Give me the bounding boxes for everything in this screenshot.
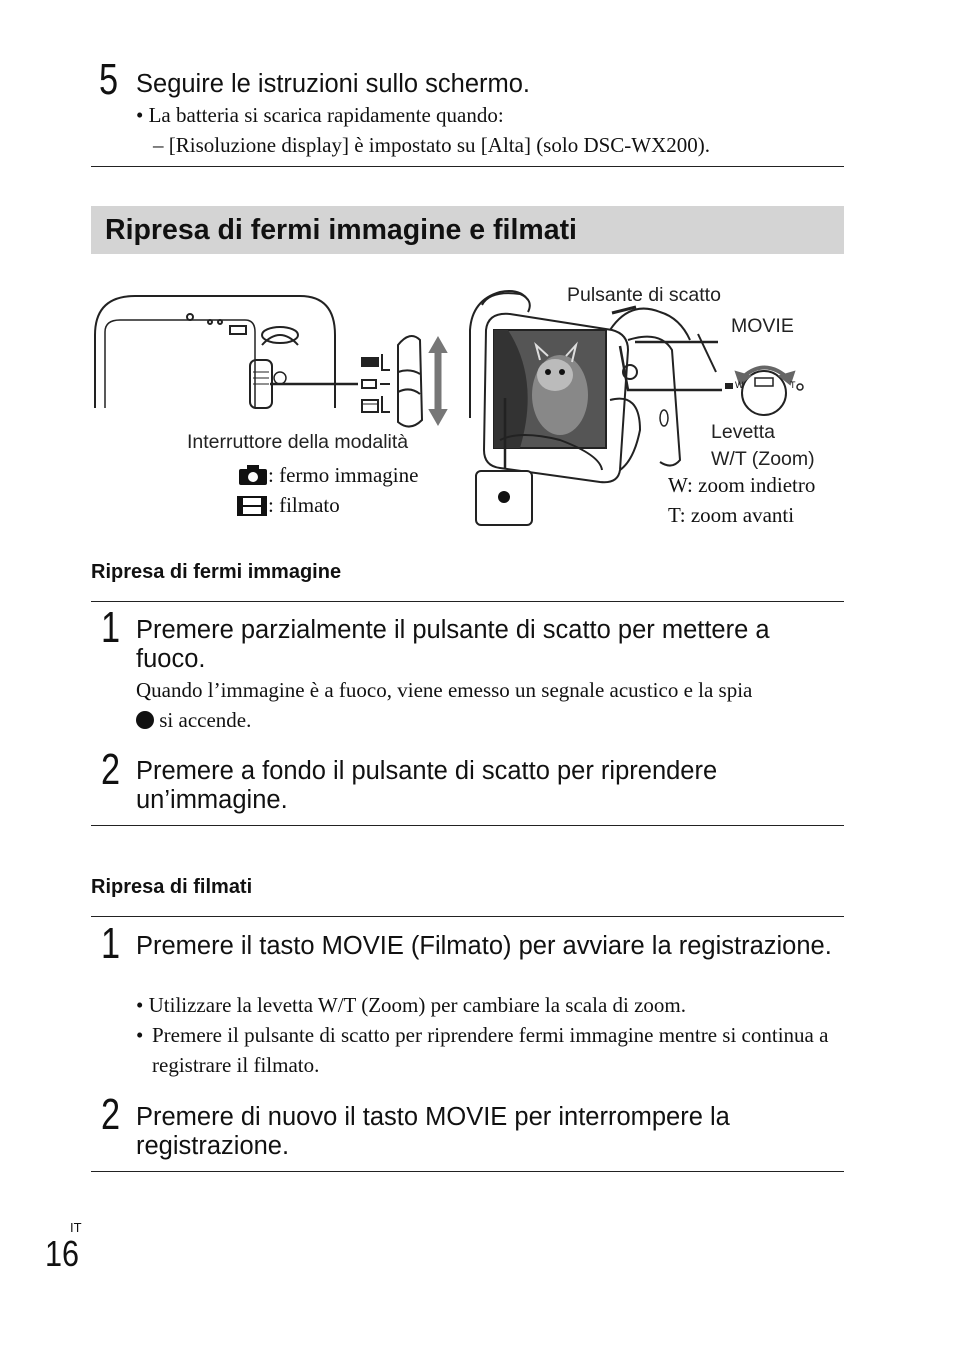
stills-step-1-number: 1 xyxy=(101,603,121,652)
step-5-number: 5 xyxy=(99,55,119,104)
divider xyxy=(91,916,844,917)
step-5-title: Seguire le istruzioni sullo schermo. xyxy=(136,70,531,98)
label-mode-switch: Interruttore della modalità xyxy=(187,431,409,453)
bullet-mark: • xyxy=(136,103,144,127)
section-title: Ripresa di fermi immagine e filmati xyxy=(105,214,577,246)
mode-switch-detail xyxy=(362,336,446,427)
movies-step-1-number: 1 xyxy=(101,919,121,968)
camera-left-illustration xyxy=(95,296,358,408)
movies-step-1-bullet-2 xyxy=(136,1020,836,1080)
language-code: IT xyxy=(70,1220,82,1235)
movies-step-2-number: 2 xyxy=(101,1090,121,1139)
bullet-text: Utilizzare la levetta W/T (Zoom) per cambiare la scala di zoom. xyxy=(148,993,687,1017)
label-zoom-out: W: zoom indietro xyxy=(668,473,816,497)
focus-indicator-icon xyxy=(136,711,154,729)
mode-movie-text: : filmato xyxy=(268,493,340,517)
page-number: 16 xyxy=(45,1233,80,1274)
camera-icon xyxy=(238,464,268,486)
film-icon xyxy=(236,495,268,517)
movies-heading: Ripresa di filmati xyxy=(91,876,253,898)
stills-step-2-number: 2 xyxy=(101,745,121,794)
label-lever-wt: W/T (Zoom) xyxy=(711,448,815,470)
bullet-text: Premere il pulsante di scatto per riprendere fermi immagine mentre si continua a registrare il filmato. xyxy=(152,1023,829,1077)
divider xyxy=(91,1171,844,1172)
label-lever: Levetta xyxy=(711,421,775,443)
stills-step-1-note-text: si accende. xyxy=(159,708,252,732)
stills-step-1-note-line1: Quando l’immagine è a fuoco, viene emesso un segnale acustico e la spia xyxy=(136,678,753,702)
lever-t-label: T xyxy=(790,380,796,390)
movies-step-1-title: Premere il tasto MOVIE (Filmato) per avviare la registrazione. xyxy=(136,932,832,960)
bullet-mark: • xyxy=(136,993,144,1017)
zoom-lever-detail xyxy=(725,368,803,416)
movies-step-2-title: Premere di nuovo il tasto MOVIE per interrompere la registrazione. xyxy=(136,1103,730,1160)
step-5-subitem: – [Risoluzione display] è impostato su [Alta] (solo DSC-WX200). xyxy=(153,133,711,157)
stills-step-1-title: Premere parzialmente il pulsante di scatto per mettere a fuoco. xyxy=(136,616,770,673)
divider xyxy=(91,601,844,602)
stills-heading: Ripresa di fermi immagine xyxy=(91,561,342,583)
label-zoom-in: T: zoom avanti xyxy=(668,503,795,527)
label-movie: MOVIE xyxy=(731,315,794,337)
label-shutter-button: Pulsante di scatto xyxy=(567,284,721,306)
bullet-mark: • xyxy=(136,1023,144,1047)
stills-step-2-title: Premere a fondo il pulsante di scatto per riprendere un’immagine. xyxy=(136,757,718,814)
stills-step-1-note-line2 xyxy=(136,705,251,735)
step-5-bullet-text: La batteria si scarica rapidamente quando: xyxy=(148,103,504,127)
movies-step-1-bullet-1 xyxy=(136,990,686,1020)
mode-still-text: : fermo immagine xyxy=(268,463,419,487)
divider xyxy=(91,825,844,826)
lever-w-label: W xyxy=(735,380,744,390)
